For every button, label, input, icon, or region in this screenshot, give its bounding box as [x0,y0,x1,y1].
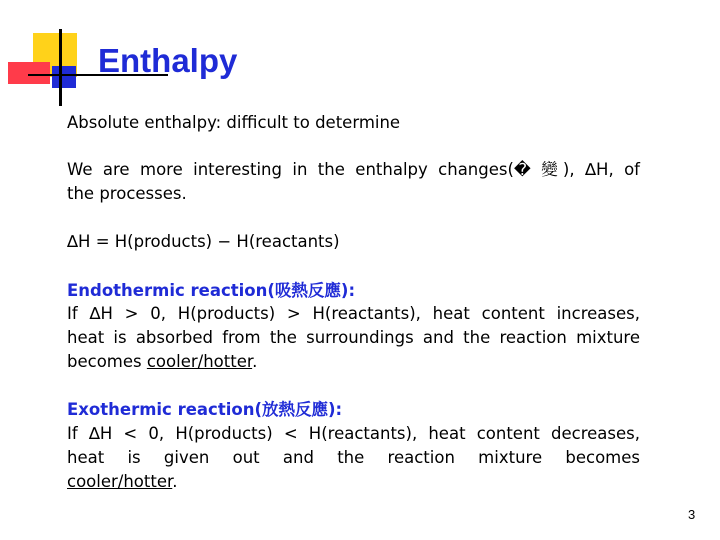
page-number: 3 [688,507,696,522]
endothermic-line-3 [67,350,257,374]
exothermic-heading: Exothermic reaction(放熱反應): [67,400,343,419]
endothermic-heading: Endothermic reaction(吸熱反應): [67,281,356,300]
exothermic-line-3-suffix: . [172,472,178,491]
endothermic-line-2: heat is absorbed from the surroundings and the reaction mixture [67,328,640,347]
endothermic-line-3-suffix: . [252,352,258,371]
delta-h-formula: ∆H = H(products) − H(reactants) [67,232,340,251]
exothermic-cooler-hotter: cooler/hotter [67,472,173,491]
decor-vertical-line [59,29,62,106]
absolute-enthalpy-text: Absolute enthalpy: difficult to determine [67,113,401,132]
interest-line-2: the processes. [67,184,187,203]
exothermic-line-1: If ∆H < 0, H(products) < H(reactants), heat content decreases, [67,424,640,443]
exothermic-line-2: heat is given out and the reaction mixture becomes [67,448,640,467]
slide-title: Enthalpy [98,42,238,79]
decor-square-blue [52,66,76,88]
interest-line-1: We are more interesting in the enthalpy changes(� 變), ∆H, of [67,160,640,179]
endothermic-cooler-hotter: cooler/hotter [146,352,253,371]
decor-square-red [8,62,50,84]
endothermic-line-1: If ∆H > 0, H(products) > H(reactants), heat content increases, [67,304,640,323]
exothermic-line-3 [67,470,178,494]
endothermic-line-3-prefix: becomes [67,352,147,371]
